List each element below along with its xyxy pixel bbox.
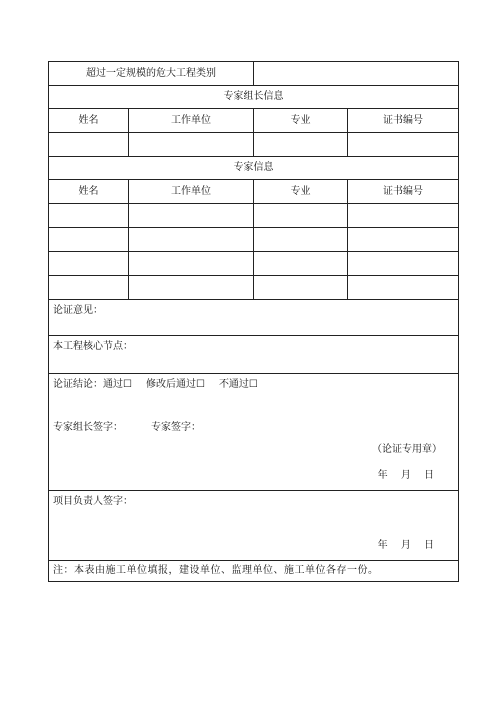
col-header-certificate: 证书编号 — [348, 109, 459, 133]
responsible-signature-label: 项目负责人签字： — [53, 496, 133, 507]
expert-employer-field[interactable] — [129, 204, 254, 228]
expert-row — [49, 228, 459, 252]
form-note: 注：本表由施工单位填报，建设单位、监理单位、施工单位各存一份。 — [49, 561, 459, 582]
expert-certificate-field[interactable] — [348, 252, 459, 276]
expert-employer-field[interactable] — [129, 228, 254, 252]
conclusion-options — [53, 379, 458, 391]
expert-specialty-field[interactable] — [254, 252, 348, 276]
expert-name-field[interactable] — [49, 252, 129, 276]
leader-certificate-field[interactable] — [348, 133, 459, 157]
experts-section-title: 专家信息 — [49, 157, 459, 180]
expert-employer-field[interactable] — [129, 276, 254, 300]
col-header-name: 姓名 — [49, 109, 129, 133]
leader-section-title: 专家组长信息 — [49, 86, 459, 109]
review-opinion-label: 论证意见： — [53, 305, 103, 316]
core-node-field[interactable] — [49, 336, 459, 374]
expert-certificate-field[interactable] — [348, 204, 459, 228]
expert-specialty-field[interactable] — [254, 228, 348, 252]
expert-specialty-field[interactable] — [254, 204, 348, 228]
responsible-signature-cell[interactable] — [49, 491, 459, 561]
col-header-employer: 工作单位 — [129, 180, 254, 204]
conclusion-signature-cell — [49, 374, 459, 491]
col-header-specialty: 专业 — [254, 180, 348, 204]
expert-review-form — [48, 61, 459, 582]
expert-employer-field[interactable] — [129, 252, 254, 276]
leader-specialty-field[interactable] — [254, 133, 348, 157]
expert-row — [49, 204, 459, 228]
expert-name-field[interactable] — [49, 204, 129, 228]
leader-employer-field[interactable] — [129, 133, 254, 157]
project-type-label: 超过一定规模的危大工程类别 — [49, 62, 254, 86]
leader-row — [49, 133, 459, 157]
review-date: 年 月 日 — [377, 470, 434, 481]
col-header-certificate: 证书编号 — [348, 180, 459, 204]
signature-line — [53, 422, 201, 434]
responsible-date: 年 月 日 — [377, 540, 434, 551]
expert-certificate-field[interactable] — [348, 276, 459, 300]
project-type-field[interactable] — [254, 62, 459, 86]
col-header-employer: 工作单位 — [129, 109, 254, 133]
expert-name-field[interactable] — [49, 276, 129, 300]
core-node-label: 本工程核心节点： — [53, 341, 133, 352]
expert-certificate-field[interactable] — [348, 228, 459, 252]
col-header-specialty: 专业 — [254, 109, 348, 133]
leader-name-field[interactable] — [49, 133, 129, 157]
expert-row — [49, 252, 459, 276]
expert-name-field[interactable] — [49, 228, 129, 252]
leader-signature-label: 专家组长签字： — [53, 422, 123, 433]
expert-specialty-field[interactable] — [254, 276, 348, 300]
expert-signature-label: 专家签字： — [151, 422, 201, 433]
review-stamp-label: （论证专用章） — [372, 444, 442, 455]
conclusion-label: 论证结论： — [53, 379, 103, 390]
col-header-name: 姓名 — [49, 180, 129, 204]
option-fail-checkbox[interactable]: 不通过☐ — [218, 379, 258, 390]
option-modify-checkbox[interactable]: 修改后通过☐ — [145, 379, 205, 390]
review-opinion-field[interactable] — [49, 300, 459, 336]
option-pass-checkbox[interactable]: 通过☐ — [103, 379, 132, 390]
expert-row — [49, 276, 459, 300]
